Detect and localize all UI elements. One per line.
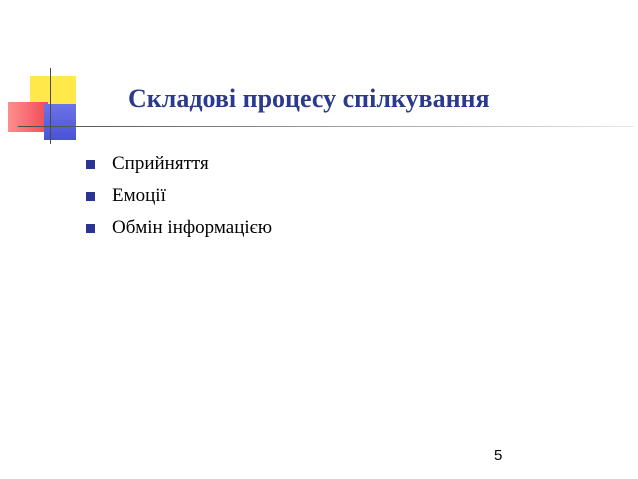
slide-title: Складові процесу спілкування: [128, 84, 490, 113]
bullet-text: Обмін інформацією: [112, 217, 273, 238]
square-bullet-icon: [86, 224, 95, 233]
list-item: [86, 180, 272, 212]
list-item: [86, 212, 272, 244]
page-number: 5: [494, 447, 503, 464]
square-bullet-icon: [86, 160, 95, 169]
red-square: [8, 102, 48, 132]
bullet-list: [86, 148, 272, 244]
bullet-text: Емоції: [112, 185, 166, 206]
title-underline: [18, 126, 634, 127]
blue-square: [44, 104, 76, 140]
list-item: [86, 148, 272, 180]
square-bullet-icon: [86, 192, 95, 201]
bullet-text: Сприйняття: [112, 153, 209, 174]
vertical-rule: [50, 68, 51, 144]
